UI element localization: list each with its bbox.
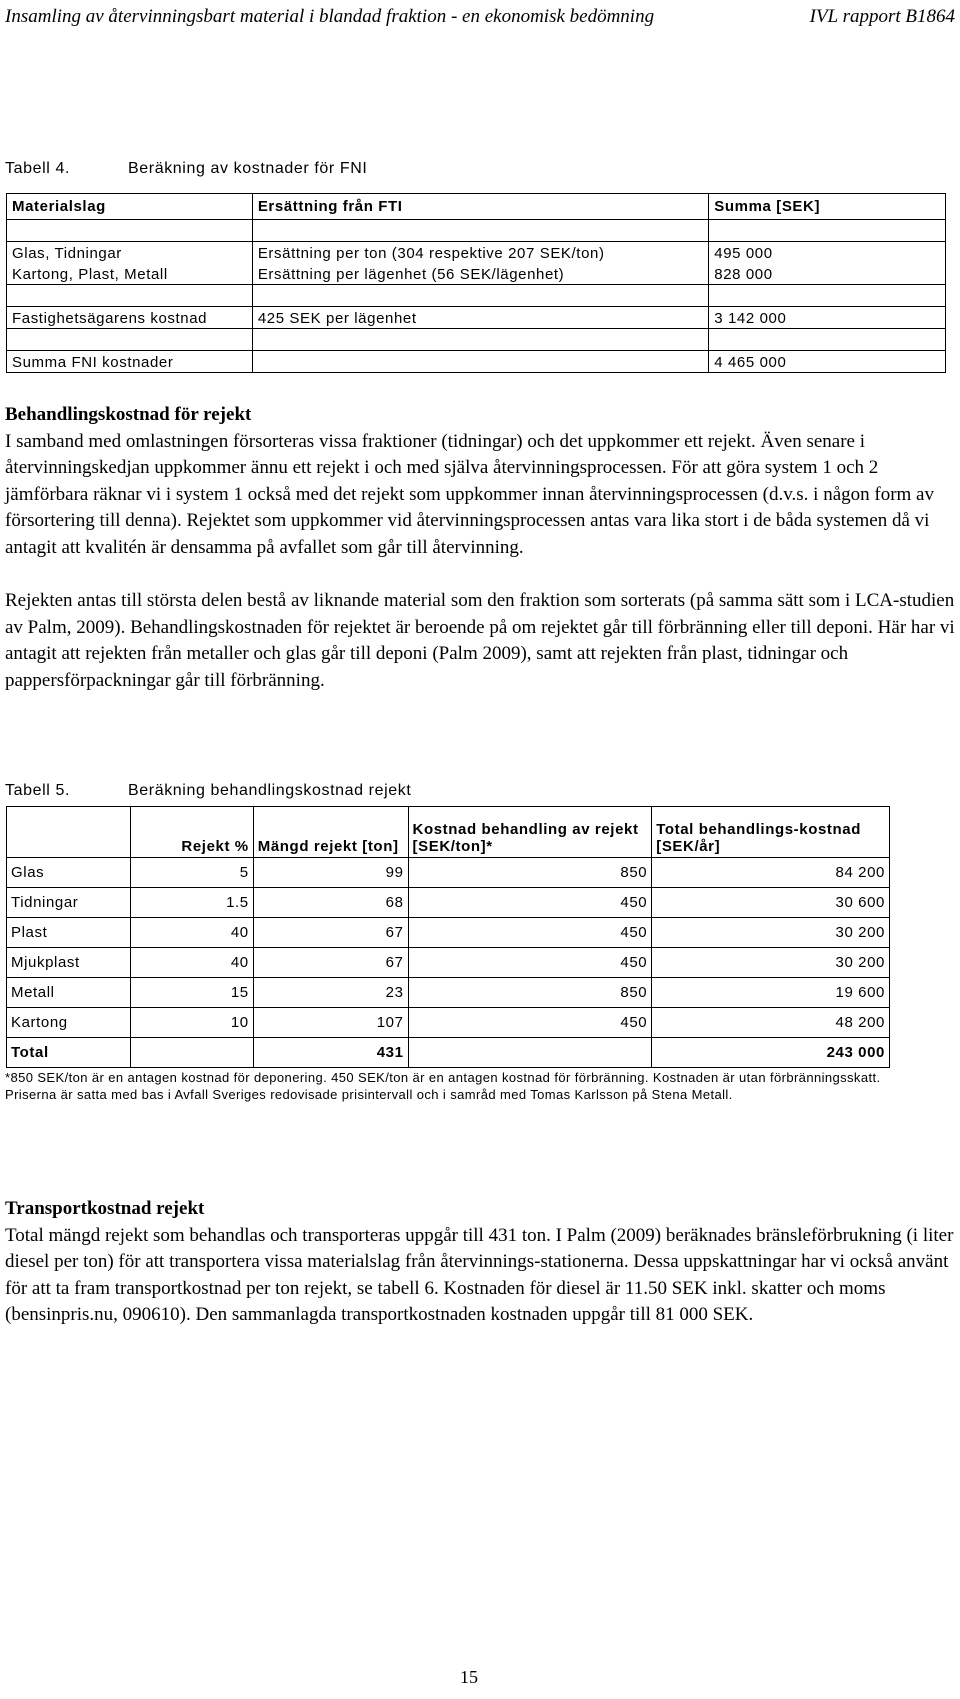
- table4-caption-number: Tabell 4.: [5, 160, 70, 177]
- table5-caption-number: Tabell 5.: [5, 782, 70, 799]
- paragraph: Rejekten antas till största delen bestå av liknande material som den fraktion som sorterats (på samma sätt som i LCA-studien av Palm, 2009). Behandlingskostnaden för rejektet är beroende på om rejektet går till förbränning eller till deponi. Här har vi antagit att rejekten från metaller och glas går till deponi (Palm 2009), samt att rejekten från plast, tidningar och pappersförpackningar går till förbränning.: [5, 590, 955, 691]
- table5-cell: Tidningar: [7, 888, 131, 918]
- table5-cell: 1.5: [130, 888, 253, 918]
- table4-cell: [252, 351, 708, 373]
- table-row: [7, 918, 890, 948]
- table4-header-cell: Ersättning från FTI: [252, 194, 708, 220]
- table-row: [7, 888, 890, 918]
- table4-cell: 425 SEK per lägenhet: [252, 307, 708, 329]
- table5-cell: Mjukplast: [7, 948, 131, 978]
- table-row: [7, 263, 946, 285]
- table4-header-cell: Materialslag: [7, 194, 253, 220]
- page-number: 15: [460, 1667, 478, 1687]
- table4-spacer-row: [7, 285, 946, 307]
- table5-cell: 450: [408, 918, 652, 948]
- table-row: [7, 858, 890, 888]
- table5-cell: 84 200: [652, 858, 890, 888]
- table5-header-cell: Mängd rejekt [ton]: [253, 807, 408, 858]
- table4-cell: 3 142 000: [709, 307, 946, 329]
- table5-cell: 23: [253, 978, 408, 1008]
- table4-spacer-row: [7, 329, 946, 351]
- table4-cell: Glas, Tidningar: [7, 242, 253, 264]
- table5-header-cell: Rejekt %: [130, 807, 253, 858]
- table4-cell: Kartong, Plast, Metall: [7, 263, 253, 285]
- table4: [6, 193, 946, 373]
- table5-cell: 450: [408, 888, 652, 918]
- section-transport-cost: [5, 1196, 955, 1329]
- table5-cell: Metall: [7, 978, 131, 1008]
- table5-cell: 850: [408, 978, 652, 1008]
- section-heading: Transportkostnad rejekt: [5, 1198, 205, 1219]
- table5-header-cell: [7, 807, 131, 858]
- table5: [6, 806, 890, 1068]
- table5-cell: 19 600: [652, 978, 890, 1008]
- table5-cell: 67: [253, 948, 408, 978]
- section-heading: Behandlingskostnad för rejekt: [5, 404, 252, 425]
- table-row: [7, 307, 946, 329]
- paragraph: I samband med omlastningen försorteras vissa fraktioner (tidningar) och det uppkommer ett rejekt. Även senare i återvinningskedjan uppkommer ännu ett rejekt i och med själva återvinningsprocessen. För att göra system 1 och 2 jämförbara räknar vi i system 1 också med det rejekt som uppkommer innan återvinningsprocessen (d.v.s. i någon form av försortering till denna). Rejektet som uppkommer vid återvinningsprocessen antas vara lika stort i de båda systemen då vi antagit att kvalitén är densamma på avfallet som går till återvinning.: [5, 430, 934, 558]
- table5-caption-title: Beräkning behandlingskostnad rejekt: [128, 782, 412, 799]
- table4-cell: 495 000: [709, 242, 946, 264]
- table5-header-row: [7, 807, 890, 858]
- table5-cell: 68: [253, 888, 408, 918]
- table5-cell: 243 000: [652, 1038, 890, 1068]
- table-row: [7, 351, 946, 373]
- table4-cell: 828 000: [709, 263, 946, 285]
- table5-cell: Glas: [7, 858, 131, 888]
- paragraph: Total mängd rejekt som behandlas och transporteras uppgår till 431 ton. I Palm (2009) beräknades bränsleförbrukning (i liter diesel per ton) för att transportera vissa materialslag från återvinnings-stationerna. Dessa uppskattningar har vi också använt för att ta fram transportkostnad per ton rejekt, se tabell 6. Kostnaden för diesel är 11.50 SEK inkl. skatter och moms (bensinpris.nu, 090610). Den sammanlagda transportkostnaden kostnaden uppgår till 81 000 SEK.: [5, 1224, 954, 1325]
- table4-header-row: [7, 194, 946, 220]
- table-row: [7, 1008, 890, 1038]
- table4-header-cell: Summa [SEK]: [709, 194, 946, 220]
- table5-cell: 107: [253, 1008, 408, 1038]
- table5-cell: 10: [130, 1008, 253, 1038]
- table-row: [7, 242, 946, 264]
- table4-cell: Summa FNI kostnader: [7, 351, 253, 373]
- table4-cell: 4 465 000: [709, 351, 946, 373]
- table4-caption: [5, 160, 367, 178]
- table5-cell: 431: [253, 1038, 408, 1068]
- table5-cell: Plast: [7, 918, 131, 948]
- table5-header-cell: Kostnad behandling av rejekt [SEK/ton]*: [408, 807, 652, 858]
- table5-total-row: [7, 1038, 890, 1068]
- table5-cell: 5: [130, 858, 253, 888]
- table4-spacer-row: [7, 220, 946, 242]
- table4-cell: Ersättning per ton (304 respektive 207 SEK/ton): [252, 242, 708, 264]
- table-row: [7, 948, 890, 978]
- header-title: Insamling av återvinningsbart material i blandad fraktion - en ekonomisk bedömning: [5, 6, 655, 27]
- table5-cell: 450: [408, 948, 652, 978]
- table5-cell: 40: [130, 948, 253, 978]
- table4-cell: Fastighetsägarens kostnad: [7, 307, 253, 329]
- table5-cell: [130, 1038, 253, 1068]
- table5-cell: 67: [253, 918, 408, 948]
- table5-cell: [408, 1038, 652, 1068]
- table5-cell: 15: [130, 978, 253, 1008]
- page-header: [5, 6, 955, 32]
- table-row: [7, 978, 890, 1008]
- table5-cell: 450: [408, 1008, 652, 1038]
- table5-cell: 30 600: [652, 888, 890, 918]
- section-treatment-cost: [5, 402, 955, 694]
- table5-cell: 99: [253, 858, 408, 888]
- table5-cell: 30 200: [652, 918, 890, 948]
- header-report-id: IVL rapport B1864: [809, 6, 955, 27]
- table5-caption: [5, 782, 411, 800]
- table5-cell: 48 200: [652, 1008, 890, 1038]
- table5-cell: 30 200: [652, 948, 890, 978]
- table5-cell: Kartong: [7, 1008, 131, 1038]
- table4-cell: Ersättning per lägenhet (56 SEK/lägenhet): [252, 263, 708, 285]
- table5-header-cell: Total behandlings-kostnad [SEK/år]: [652, 807, 890, 858]
- table5-cell: 40: [130, 918, 253, 948]
- table5-cell: 850: [408, 858, 652, 888]
- table5-footnote: *850 SEK/ton är en antagen kostnad för deponering. 450 SEK/ton är en antagen kostnad för förbränning. Kostnaden är utan förbränningsskatt. Priserna är satta med bas i Avfall Sveriges redovisade prisintervall och i samråd med Tomas Karlsson på Stena Metall.: [5, 1070, 881, 1102]
- table5-cell: Total: [7, 1038, 131, 1068]
- table4-caption-title: Beräkning av kostnader för FNI: [128, 160, 368, 177]
